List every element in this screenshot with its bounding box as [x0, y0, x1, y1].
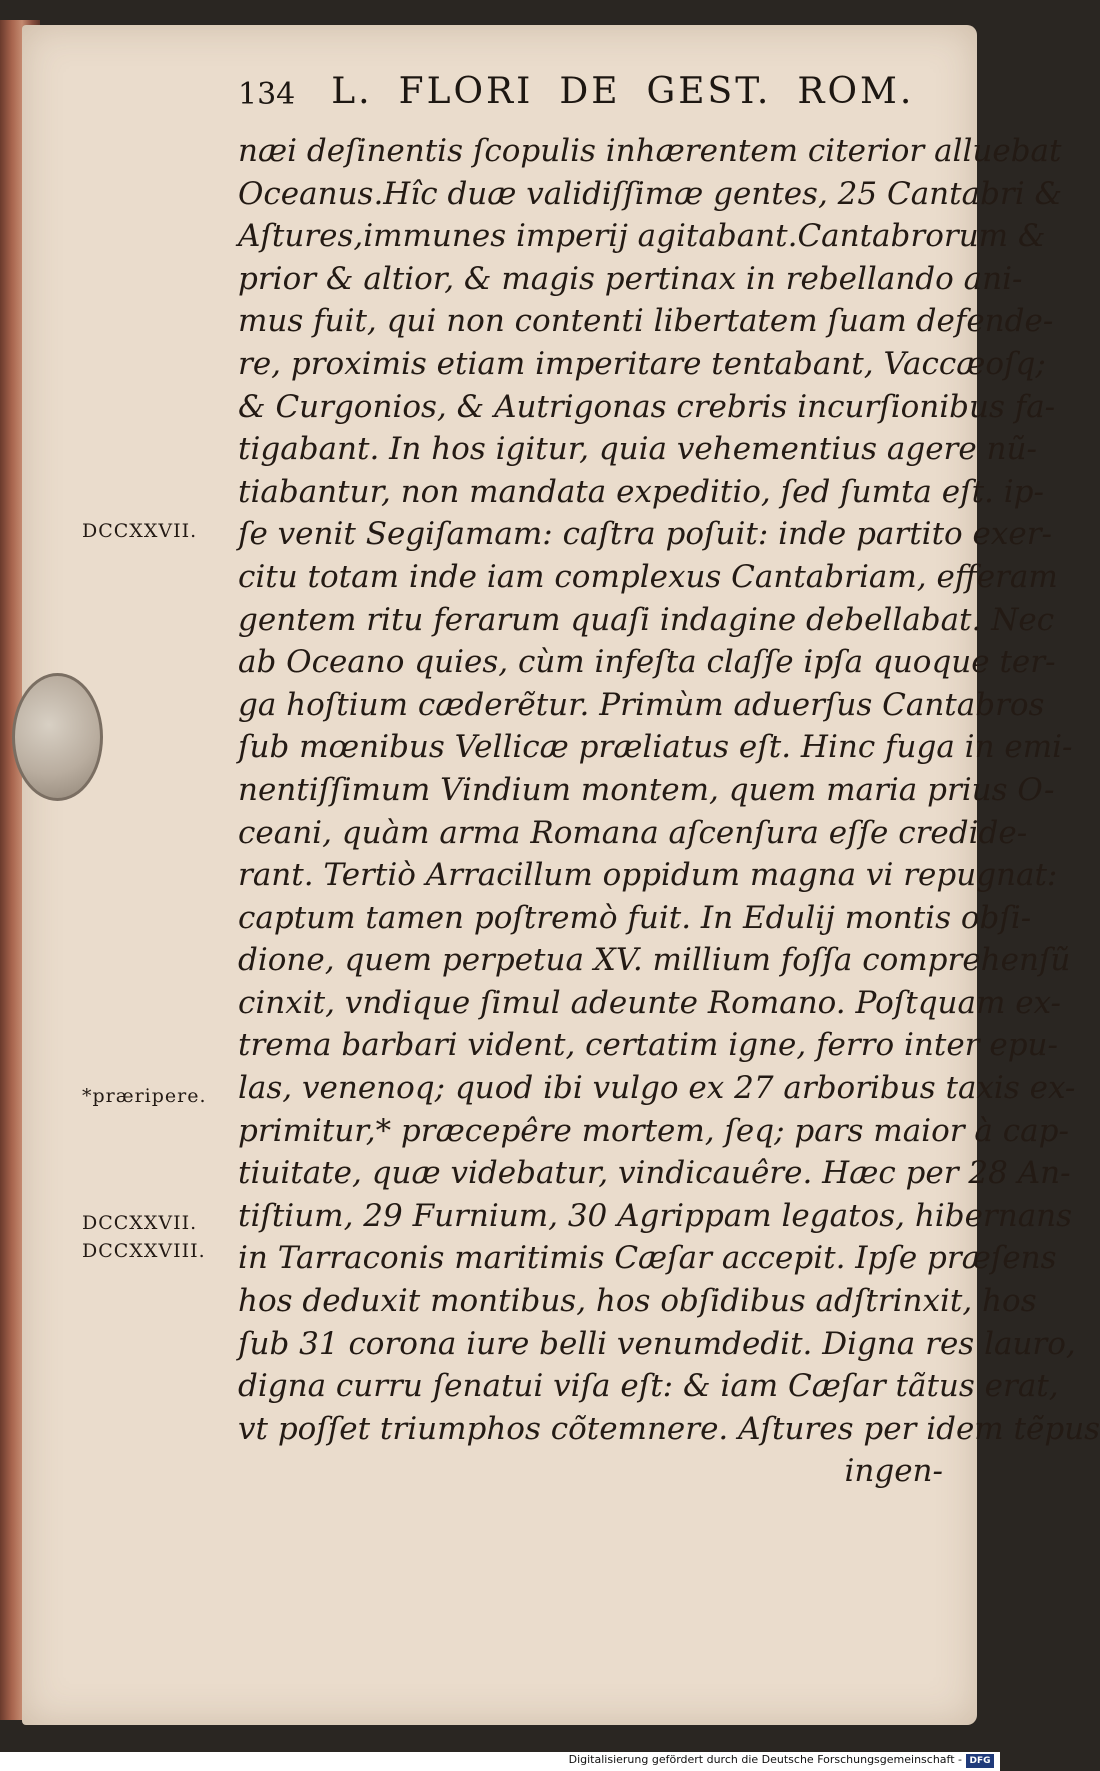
text-line: vt poſſet triumphos cõtemnere. Aſtures per idem tẽpus [238, 1410, 1100, 1447]
text-line: ſub 31 corona iure belli venumdedit. Digna res lauro, [238, 1325, 1076, 1362]
text-line: citu totam inde iam complexus Cantabriam, efferam [238, 558, 1058, 595]
footer-bar [0, 1752, 1000, 1771]
footer-credit: Digitalisierung gefördert durch die Deutsche Forschungsgemeinschaft - [568, 1753, 962, 1766]
text-line: mus fuit, qui non contenti libertatem ſuam defende- [238, 303, 1054, 340]
text-line: re, proximis etiam imperitare tentabant, Vaccæoſq; [238, 345, 1046, 382]
text-line-catchword: ingen- [844, 1453, 943, 1490]
running-head [238, 62, 915, 112]
running-head-word: GEST. [646, 71, 772, 112]
text-line: tiſtium, 29 Furnium, 30 Agrippam legatos, hibernans [238, 1197, 1073, 1234]
running-head-word: ROM. [797, 71, 915, 112]
text-line: Aſtures,immunes imperij agitabant.Cantabrorum & [238, 218, 1046, 255]
margin-note-year: DCCXXVII. [82, 1212, 198, 1234]
page-number: 134 [238, 77, 296, 112]
text-line: ſub mœnibus Vellicæ præliatus eſt. Hinc fuga in emi- [238, 729, 1073, 766]
running-head-word: FLORI [398, 71, 534, 112]
text-line: ſe venit Segiſamam: caſtra poſuit: inde partito exer- [238, 516, 1053, 553]
text-line: ceani, quàm arma Romana aſcenſura eſſe credide- [238, 814, 1028, 851]
text-line: rant. Tertiò Arracillum oppidum magna vi repugnat: [238, 857, 1058, 894]
clasp-icon [12, 673, 103, 801]
text-line: digna curru ſenatui viſa eſt: & iam Cæſar tãtus erat, [238, 1368, 1059, 1405]
text-line: las, venenoq; quod ibi vulgo ex 27 arboribus taxis ex- [238, 1070, 1076, 1107]
text-line: dione, quem perpetua XV. millium foſſa comprehenſũ [238, 942, 1071, 979]
dfg-logo-icon: DFG [966, 1754, 994, 1768]
text-line: gentem ritu ferarum quaſi indagine debellabat. Nec [238, 601, 1055, 638]
running-head-word: L. [331, 71, 373, 112]
text-line: ga hoſtium cæderẽtur. Primùm aduerſus Cantabros [238, 686, 1045, 723]
text-line: & Curgonios, & Autrigonas crebris incurſionibus fa- [238, 388, 1056, 425]
text-line: cinxit, vndique ſimul adeunte Romano. Poſtquam ex- [238, 984, 1061, 1021]
text-line: nentiſſimum Vindium montem, quem maria prius O- [238, 771, 1055, 808]
text-line: primitur,* præcepêre mortem, ſeq; pars maior à cap- [238, 1112, 1069, 1149]
margin-note-year: DCCXXVII. [82, 520, 198, 542]
text-line: næi deſinentis ſcopulis inhærentem citerior alluebat [238, 133, 1062, 169]
margin-note-variant: *præripere. [82, 1085, 207, 1107]
text-line: tigabant. In hos igitur, quia vehementius agere nũ- [238, 431, 1037, 468]
text-line: tiabantur, non mandata expeditio, ſed ſumta eſt. ip- [238, 473, 1044, 510]
text-line: prior & altior, & magis pertinax in rebellando ani- [238, 260, 1023, 297]
text-line: tiuitate, quæ videbatur, vindicauêre. Hæc per 28 An- [238, 1155, 1071, 1192]
text-line: hos deduxit montibus, hos obſidibus adſtrinxit, hos [238, 1283, 1037, 1320]
text-line: ab Oceano quies, cùm infeſta claſſe ipſa quoque ter- [238, 644, 1056, 681]
text-line: in Tarraconis maritimis Cæſar accepit. Ipſe præſens [238, 1240, 1057, 1277]
margin-note-year: DCCXXVIII. [82, 1240, 206, 1262]
text-line: Oceanus.Hîc duæ validiſſimæ gentes, 25 Cantabri & [238, 175, 1063, 212]
body-text [238, 130, 1100, 1493]
text-line: trema barbari vident, certatim igne, ferro inter epu- [238, 1027, 1058, 1064]
running-head-word: DE [559, 71, 621, 112]
text-line: captum tamen poſtremò fuit. In Edulij montis obſi- [238, 899, 1032, 936]
